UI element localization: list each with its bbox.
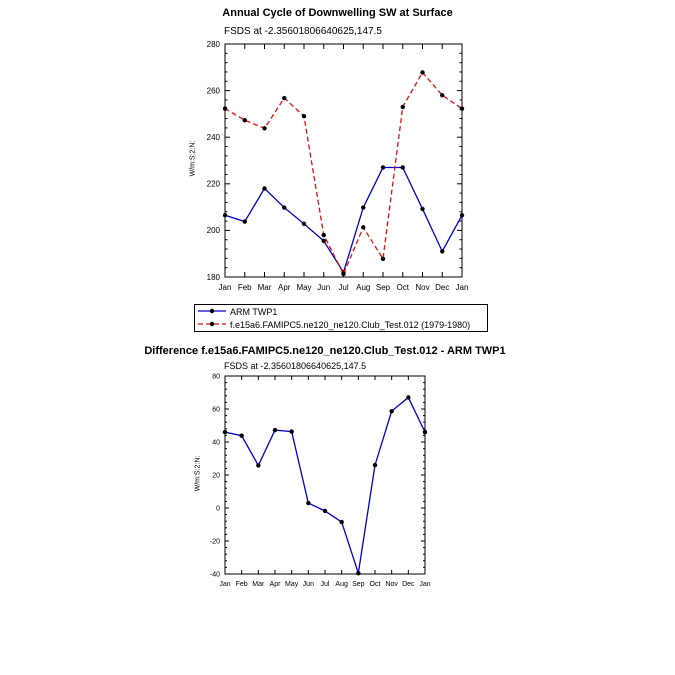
- x-tick-label-bottom: Oct: [369, 581, 381, 588]
- y-tick-label-top: 240: [206, 133, 220, 142]
- data-point-bottom-0: [273, 428, 277, 432]
- y-tick-label-top: 260: [206, 86, 220, 96]
- data-point-bottom-0: [339, 520, 343, 524]
- data-point-bottom-0: [356, 571, 360, 575]
- data-point-top-1: [420, 70, 424, 74]
- y-tick-label-top: 200: [206, 226, 220, 236]
- x-tick-label-bottom: May: [285, 581, 299, 588]
- y-tick-label-bottom: 0: [216, 505, 220, 513]
- y-axis-label-top: W/m:S:2:N:: [189, 140, 197, 177]
- plot-frame-bottom: [225, 376, 425, 574]
- x-tick-label-bottom: Jan: [219, 581, 231, 588]
- y-axis-label-bottom: W/m:S:2:N:: [194, 455, 202, 492]
- data-point-top-0: [282, 205, 286, 209]
- legend-label-obs: ARM TWP1: [230, 307, 278, 317]
- y-tick-label-bottom: -40: [209, 571, 220, 579]
- x-tick-label-top: Sep: [375, 283, 391, 292]
- y-tick-label-bottom: -20: [209, 538, 220, 546]
- data-point-top-1: [361, 225, 365, 229]
- x-tick-label-top: Nov: [415, 283, 430, 292]
- x-tick-label-top: Mar: [257, 283, 272, 292]
- data-point-top-0: [223, 213, 227, 217]
- y-tick-label-top: 180: [206, 272, 220, 282]
- y-tick-label-bottom: 20: [212, 472, 220, 480]
- data-point-bottom-0: [306, 501, 310, 505]
- data-point-bottom-0: [423, 430, 427, 434]
- data-point-top-0: [361, 205, 365, 209]
- x-tick-label-bottom: Jul: [320, 581, 330, 588]
- x-tick-label-bottom: Jun: [302, 581, 314, 588]
- x-tick-label-top: Jan: [218, 283, 232, 292]
- y-tick-label-bottom: 40: [212, 439, 220, 447]
- data-point-top-1: [440, 93, 444, 97]
- data-point-bottom-0: [256, 463, 260, 467]
- x-tick-label-top: Aug: [356, 283, 371, 292]
- chart-subtitle-top: FSDS at -2.35601806640625,147.5: [224, 26, 382, 37]
- x-tick-label-bottom: Jan: [419, 581, 431, 588]
- chart-title-top: Annual Cycle of Downwelling SW at Surface: [222, 7, 453, 19]
- chart-subtitle-bottom: FSDS at -2.35601806640625,147.5: [224, 361, 367, 371]
- series-line-bottom-0: [225, 397, 425, 573]
- x-tick-label-top: Jan: [455, 283, 469, 292]
- data-point-top-0: [460, 213, 464, 217]
- data-point-bottom-0: [323, 509, 327, 513]
- x-tick-label-top: Dec: [435, 283, 450, 292]
- data-point-top-1: [223, 106, 227, 110]
- plot-frame-top: [225, 44, 462, 277]
- y-tick-label-top: 280: [206, 39, 220, 49]
- data-point-top-0: [262, 186, 266, 190]
- data-point-top-1: [243, 118, 247, 122]
- series-line-top-0: [225, 167, 462, 272]
- data-point-top-0: [243, 219, 247, 223]
- data-point-bottom-0: [289, 429, 293, 433]
- data-point-top-0: [302, 222, 306, 226]
- data-point-top-1: [262, 126, 266, 130]
- legend-marker-0: [210, 309, 214, 313]
- data-point-top-1: [322, 233, 326, 237]
- chart-title-bottom: Difference f.e15a6.FAMIPC5.ne120_ne120.Club_Test.012 - ARM TWP1: [144, 345, 506, 357]
- data-point-bottom-0: [406, 395, 410, 399]
- x-tick-label-bottom: Sep: [352, 581, 365, 588]
- x-tick-label-bottom: Feb: [235, 581, 248, 588]
- legend-label-model: f.e15a6.FAMIPC5.ne120_ne120.Club_Test.012 (1979-1980): [230, 320, 471, 330]
- data-point-top-1: [401, 105, 405, 109]
- x-tick-label-bottom: Aug: [335, 581, 348, 588]
- x-tick-label-top: Jul: [338, 283, 349, 292]
- data-point-top-0: [420, 207, 424, 211]
- data-point-bottom-0: [239, 434, 243, 438]
- y-tick-label-top: 220: [206, 179, 220, 189]
- data-point-bottom-0: [223, 430, 227, 434]
- x-tick-label-bottom: Dec: [402, 581, 415, 588]
- data-point-top-0: [401, 165, 405, 169]
- y-tick-label-bottom: 80: [212, 373, 220, 381]
- y-tick-label-bottom: 60: [212, 406, 220, 414]
- data-point-bottom-0: [389, 409, 393, 413]
- data-point-top-1: [381, 257, 385, 261]
- data-point-top-0: [440, 249, 444, 253]
- data-point-top-0: [381, 165, 385, 169]
- x-tick-label-bottom: Nov: [385, 581, 398, 588]
- legend-marker-1: [210, 322, 214, 326]
- data-point-top-1: [302, 114, 306, 118]
- data-point-top-1: [282, 96, 286, 100]
- data-point-top-1: [341, 272, 345, 276]
- x-tick-label-top: May: [296, 283, 312, 292]
- x-tick-label-top: Oct: [396, 283, 409, 292]
- x-tick-label-top: Apr: [278, 283, 291, 292]
- series-line-top-1: [225, 72, 462, 274]
- data-point-bottom-0: [373, 463, 377, 467]
- data-point-top-1: [460, 106, 464, 110]
- x-tick-label-top: Feb: [237, 283, 252, 292]
- x-tick-label-bottom: Apr: [269, 581, 281, 588]
- x-tick-label-top: Jun: [317, 283, 331, 292]
- x-tick-label-bottom: Mar: [252, 581, 265, 588]
